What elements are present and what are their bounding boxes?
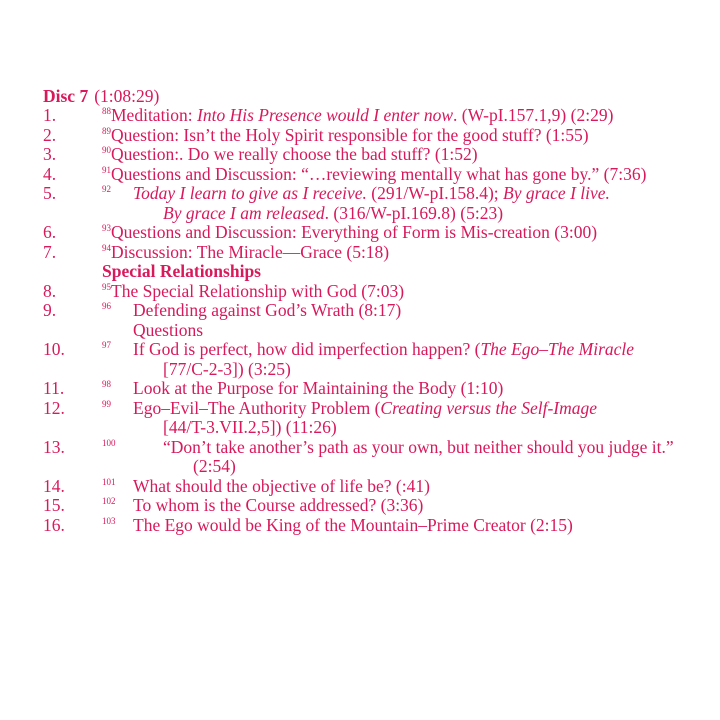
item-text: [44/T-3.VII.2,5]) (11:26) [163, 417, 337, 437]
list-item [43, 282, 713, 302]
item-text: Look at the Purpose for Maintaining the Body (1:10) [133, 378, 504, 398]
item-italic: The Ego–The Miracle [480, 339, 635, 359]
item-number: 8. [43, 280, 57, 301]
list-item [43, 516, 713, 536]
item-number: 7. [43, 241, 57, 262]
item-number: 15. [43, 495, 65, 515]
item-text: [77/C-2-3]) (3:25) [163, 358, 291, 379]
footnote-number: 88 [102, 106, 111, 116]
item-text: Ego–Evil–The Authority Problem ( [133, 397, 381, 418]
footnote-number: 91 [102, 164, 111, 175]
footnote-number: 100 [102, 437, 116, 448]
item-italic: Today I learn to give as I receive. [133, 183, 367, 203]
list-item [43, 496, 713, 516]
item-number: 11. [43, 378, 65, 398]
list-item [43, 184, 713, 223]
track-listing [43, 86, 713, 535]
disc-header [43, 86, 713, 106]
item-number: 6. [43, 222, 57, 242]
item-text: . (W-pI.157.1,9) (2:29) [453, 105, 614, 125]
item-number: 16. [43, 514, 65, 535]
list-item [43, 301, 713, 340]
footnote-number: 89 [102, 125, 111, 136]
footnote-number: 103 [102, 515, 116, 526]
list-item [43, 106, 713, 126]
footnote-number: 101 [102, 476, 116, 487]
item-text: Meditation: [111, 105, 198, 125]
footnote-number: 94 [102, 242, 111, 253]
list-item [43, 438, 713, 477]
item-text: . (316/W-pI.169.8) (5:23) [324, 202, 504, 223]
footnote-number: 97 [102, 340, 111, 350]
item-text: Defending against God’s Wrath (8:17) [133, 300, 402, 320]
item-number: 2. [43, 124, 57, 145]
footnote-number: 92 [102, 184, 111, 194]
item-italic: By grace I am released [163, 202, 325, 223]
item-text: If God is perfect, how did imperfection happen? ( [133, 339, 481, 359]
list-item [43, 126, 713, 146]
item-subheading: Questions [133, 319, 203, 340]
footnote-number: 102 [102, 496, 116, 506]
item-text: Question:. Do we really choose the bad stuff? (1:52) [111, 144, 478, 164]
footnote-number: 93 [102, 223, 111, 233]
list-item [43, 477, 713, 497]
item-text: What should the objective of life be? (:41) [133, 475, 430, 496]
item-number: 5. [43, 183, 57, 203]
footnote-number: 99 [102, 398, 111, 409]
item-text: (2:54) [193, 456, 236, 476]
footnote-number: 96 [102, 301, 111, 311]
item-number: 3. [43, 144, 57, 164]
item-text: To whom is the Course addressed? (3:36) [133, 495, 424, 515]
item-text: (291/W-pI.158.4); [366, 183, 504, 203]
list-item [43, 223, 713, 243]
list-item [43, 379, 713, 399]
item-number: 10. [43, 339, 65, 359]
list-item [43, 399, 713, 438]
item-text: Questions and Discussion: “…reviewing mentally what has gone by.” (7:36) [111, 163, 647, 184]
item-number: 14. [43, 475, 65, 496]
item-text: Discussion: The Miracle—Grace (5:18) [111, 241, 390, 262]
item-italic: By grace I live. [503, 183, 610, 203]
item-number: 13. [43, 436, 65, 457]
item-text: The Special Relationship with God (7:03) [111, 280, 405, 301]
item-text: “Don’t take another’s path as your own, but neither should you judge it.” [163, 436, 674, 457]
item-text: Questions and Discussion: Everything of Form is Mis-creation (3:00) [111, 222, 598, 242]
footnote-number: 90 [102, 145, 111, 155]
item-italic: Into His Presence would I enter now [197, 105, 454, 125]
list-item [43, 243, 713, 263]
item-number: 4. [43, 163, 57, 184]
section-heading: Special Relationships [102, 261, 261, 281]
item-number: 1. [43, 105, 57, 125]
disc-duration: (1:08:29) [94, 86, 160, 106]
list-item [43, 165, 713, 185]
disc-title: Disc 7 [43, 86, 89, 106]
list-item [43, 145, 713, 165]
footnote-number: 98 [102, 379, 111, 389]
item-number: 9. [43, 300, 57, 320]
item-number: 12. [43, 397, 65, 418]
item-italic: Creating versus the Self-Image [380, 397, 598, 418]
list-item [43, 340, 713, 379]
item-text: Question: Isn’t the Holy Spirit responsible for the good stuff? (1:55) [111, 124, 589, 145]
footnote-number: 95 [102, 281, 111, 292]
item-text: The Ego would be King of the Mountain–Prime Creator (2:15) [133, 514, 573, 535]
